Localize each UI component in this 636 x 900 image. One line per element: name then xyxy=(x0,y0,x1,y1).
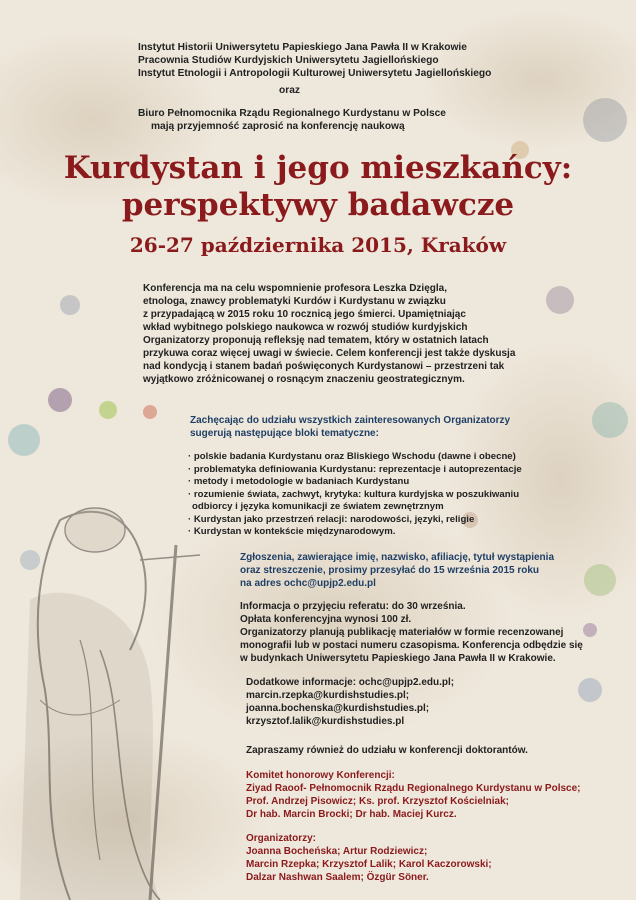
intro-line: wkład wybitnego polskiego naukowca w rozwój studiów kurdyjskich xyxy=(143,322,468,333)
organizers-line: Dalzar Nashwan Saalem; Özgür Söner. xyxy=(246,872,429,883)
submission-info xyxy=(240,551,554,590)
topic-item: odbiorcy i języka komunikacji ze światem zewnętrznym xyxy=(192,501,444,512)
contact-email: krzysztof.lalik@kurdishstudies.pl xyxy=(246,716,405,727)
contact-line: Dodatkowe informacje: ochc@upjp2.edu.pl; xyxy=(246,677,455,688)
honorary-line: Prof. Andrzej Pisowicz; Ks. prof. Krzysztof Kościelniak; xyxy=(246,796,510,807)
submission-line: na adres ochc@upjp2.edu.pl xyxy=(240,578,376,589)
doctoral-invite: Zapraszamy również do udziału w konferencji doktorantów. xyxy=(246,745,528,756)
organizers-line: Joanna Bocheńska; Artur Rodziewicz; xyxy=(246,846,428,857)
topics-list xyxy=(188,451,522,539)
intro-line: nad kondycją i stanem badań poświęconych Kurdystanowi – przestrzeni tak xyxy=(143,361,505,372)
topics-heading-line: Zachęcając do udziału wszystkich zainteresowanych Organizatorzy xyxy=(190,415,511,426)
info-line: Organizatorzy planują publikację materiałów w formie recenzowanej xyxy=(240,627,564,638)
topics-heading-line: sugerują następujące bloki tematyczne: xyxy=(190,428,379,439)
title-line-2: perspektywy badawcze xyxy=(121,187,515,223)
intro-line: etnologa, znawcy problematyki Kurdów i Kurdystanu w związku xyxy=(143,296,446,307)
header-line: Instytut Etnologii i Antropologii Kulturowej Uniwersytetu Jagiellońskiego xyxy=(138,68,492,79)
topic-item: · Kurdystan w kontekście międzynarodowym. xyxy=(188,526,396,537)
honorary-line: Dr hab. Marcin Brocki; Dr hab. Maciej Kurcz. xyxy=(246,809,457,820)
date-place: 26-27 października 2015, Kraków xyxy=(129,233,507,257)
info-line: monografii lub w postaci numeru czasopisma. Konferencja odbędzie się xyxy=(240,640,583,651)
intro-line: Konferencja ma na celu wspomnienie profesora Leszka Dzięgla, xyxy=(143,283,447,294)
intro-line: z przypadającą w 2015 roku 10 rocznicą jego śmierci. Upamiętniając xyxy=(143,309,466,320)
intro-line: wyjątkowo zróżnicowanej o rosnącym znaczeniu geostrategicznym. xyxy=(143,374,465,385)
header-line: Biuro Pełnomocnika Rządu Regionalnego Kurdystanu w Polsce xyxy=(138,108,446,119)
info-line: Informacja o przyjęciu referatu: do 30 września. xyxy=(240,601,466,612)
intro-line: przykuwa coraz więcej uwagi w świecie. Celem konferencji jest także dyskusja xyxy=(143,348,516,359)
header-oraz: oraz xyxy=(279,85,300,96)
submission-line: oraz streszczenie, prosimy przesyłać do 15 września 2015 roku xyxy=(240,565,540,576)
info-line: w budynkach Uniwersytetu Papieskiego Jana Pawła II w Krakowie. xyxy=(240,653,556,664)
organizers-line: Organizatorzy: xyxy=(246,833,317,844)
header-line: Instytut Historii Uniwersytetu Papieskiego Jana Pawła II w Krakowie xyxy=(138,42,467,53)
topic-item: · problematyka definiowania Kurdystanu: reprezentacje i autoprezentacje xyxy=(188,463,522,475)
contact-info xyxy=(246,676,454,728)
honorary-committee xyxy=(246,769,581,821)
organizers-line: Marcin Rzepka; Krzysztof Lalik; Karol Kaczorowski; xyxy=(246,859,492,870)
intro-line: Organizatorzy proponują refleksję nad tematem, który w ostatnich latach xyxy=(143,335,489,346)
title-line-1: Kurdystan i jego mieszkańcy: xyxy=(63,150,573,186)
practical-info xyxy=(240,600,583,665)
topic-item: · polskie badania Kurdystanu oraz Bliskiego Wschodu (dawne i obecne) xyxy=(188,451,516,462)
topic-item: · Kurdystan jako przestrzeń relacji: narodowości, języki, religie xyxy=(188,513,475,525)
organizers-list xyxy=(246,832,492,884)
honorary-line: Komitet honorowy Konferencji: xyxy=(246,770,395,781)
header-line: Pracownia Studiów Kurdyjskich Uniwersytetu Jagiellońskiego xyxy=(138,55,439,66)
organizers-header xyxy=(138,41,491,133)
submission-line: Zgłoszenia, zawierające imię, nazwisko, afiliację, tytuł wystąpienia xyxy=(240,552,555,563)
contact-email: joanna.bochenska@kurdishstudies.pl; xyxy=(246,703,430,714)
info-line: Opłata konferencyjna wynosi 100 zł. xyxy=(240,614,412,625)
honorary-line: Ziyad Raoof- Pełnomocnik Rządu Regionalnego Kurdystanu w Polsce; xyxy=(246,783,581,794)
header-invite: mają przyjemność zaprosić na konferencję naukową xyxy=(151,121,405,132)
intro-paragraph xyxy=(143,282,515,386)
contact-email: marcin.rzepka@kurdishstudies.pl; xyxy=(246,690,410,701)
topics-heading xyxy=(190,414,510,440)
topic-item: · rozumienie świata, zachwyt, krytyka: kultura kurdyjska w poszukiwaniu xyxy=(188,488,520,500)
topic-item: · metody i metodologie w badaniach Kurdystanu xyxy=(188,476,410,487)
